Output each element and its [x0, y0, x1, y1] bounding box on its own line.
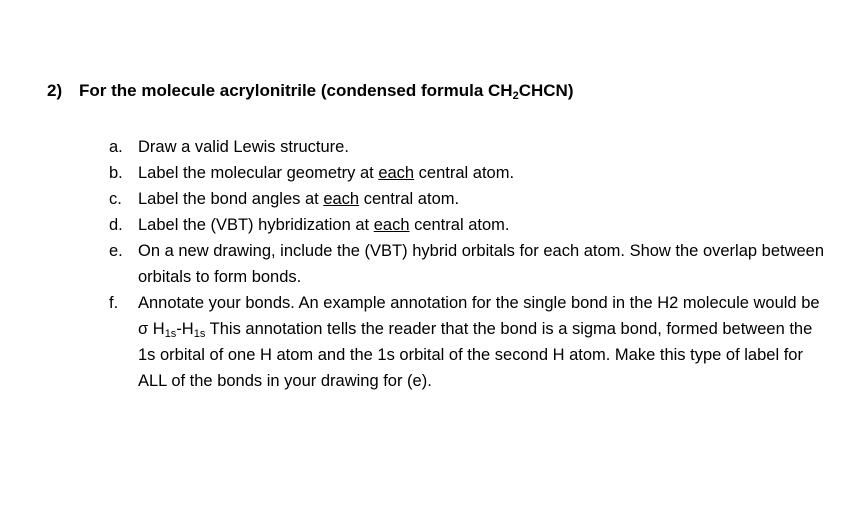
list-item-e [109, 238, 829, 290]
question-heading [47, 80, 837, 102]
list-item-f [109, 290, 829, 394]
item-marker: e. [109, 242, 123, 260]
item-text: Draw a valid Lewis structure. [138, 138, 349, 156]
list-item-a [109, 134, 829, 160]
item-marker: c. [109, 190, 122, 208]
item-text: Label the (VBT) hybridization at each central atom. [138, 216, 510, 234]
question-block [47, 80, 837, 390]
list-item-c [109, 186, 829, 212]
emphasis-each: each [323, 190, 360, 208]
question-prompt: For the molecule acrylonitrile (condensed formula $CH_2CHCN$) [79, 81, 574, 102]
item-marker: a. [109, 138, 123, 156]
item-text: On a new drawing, include the (VBT) hybrid orbitals for each atom. Show the overlap between orbitals to form bonds. [138, 242, 825, 286]
item-text: Label the bond angles at each central atom. [138, 190, 460, 208]
emphasis-each: each [373, 216, 410, 234]
item-marker: b. [109, 164, 123, 182]
item-marker: f. [109, 294, 119, 312]
question-number: 2) [47, 81, 63, 100]
instruction-list [109, 134, 829, 394]
list-item-b [109, 160, 829, 186]
item-marker: d. [109, 216, 123, 234]
item-text: Annotate your bonds. An example annotation for the single bond in the H2 molecule would be σ $H_{1s}-H_{1s}$ This annotation tells the reader that the bond is a sigma bond, formed between the 1s orbital of one H atom and the 1s orbital of the second H atom. Make this type of label for ALL of the bonds in your drawing for (e). [138, 294, 820, 390]
emphasis-each: each [378, 164, 415, 182]
list-item-d [109, 212, 829, 238]
item-text: Label the molecular geometry at each central atom. [138, 164, 515, 182]
